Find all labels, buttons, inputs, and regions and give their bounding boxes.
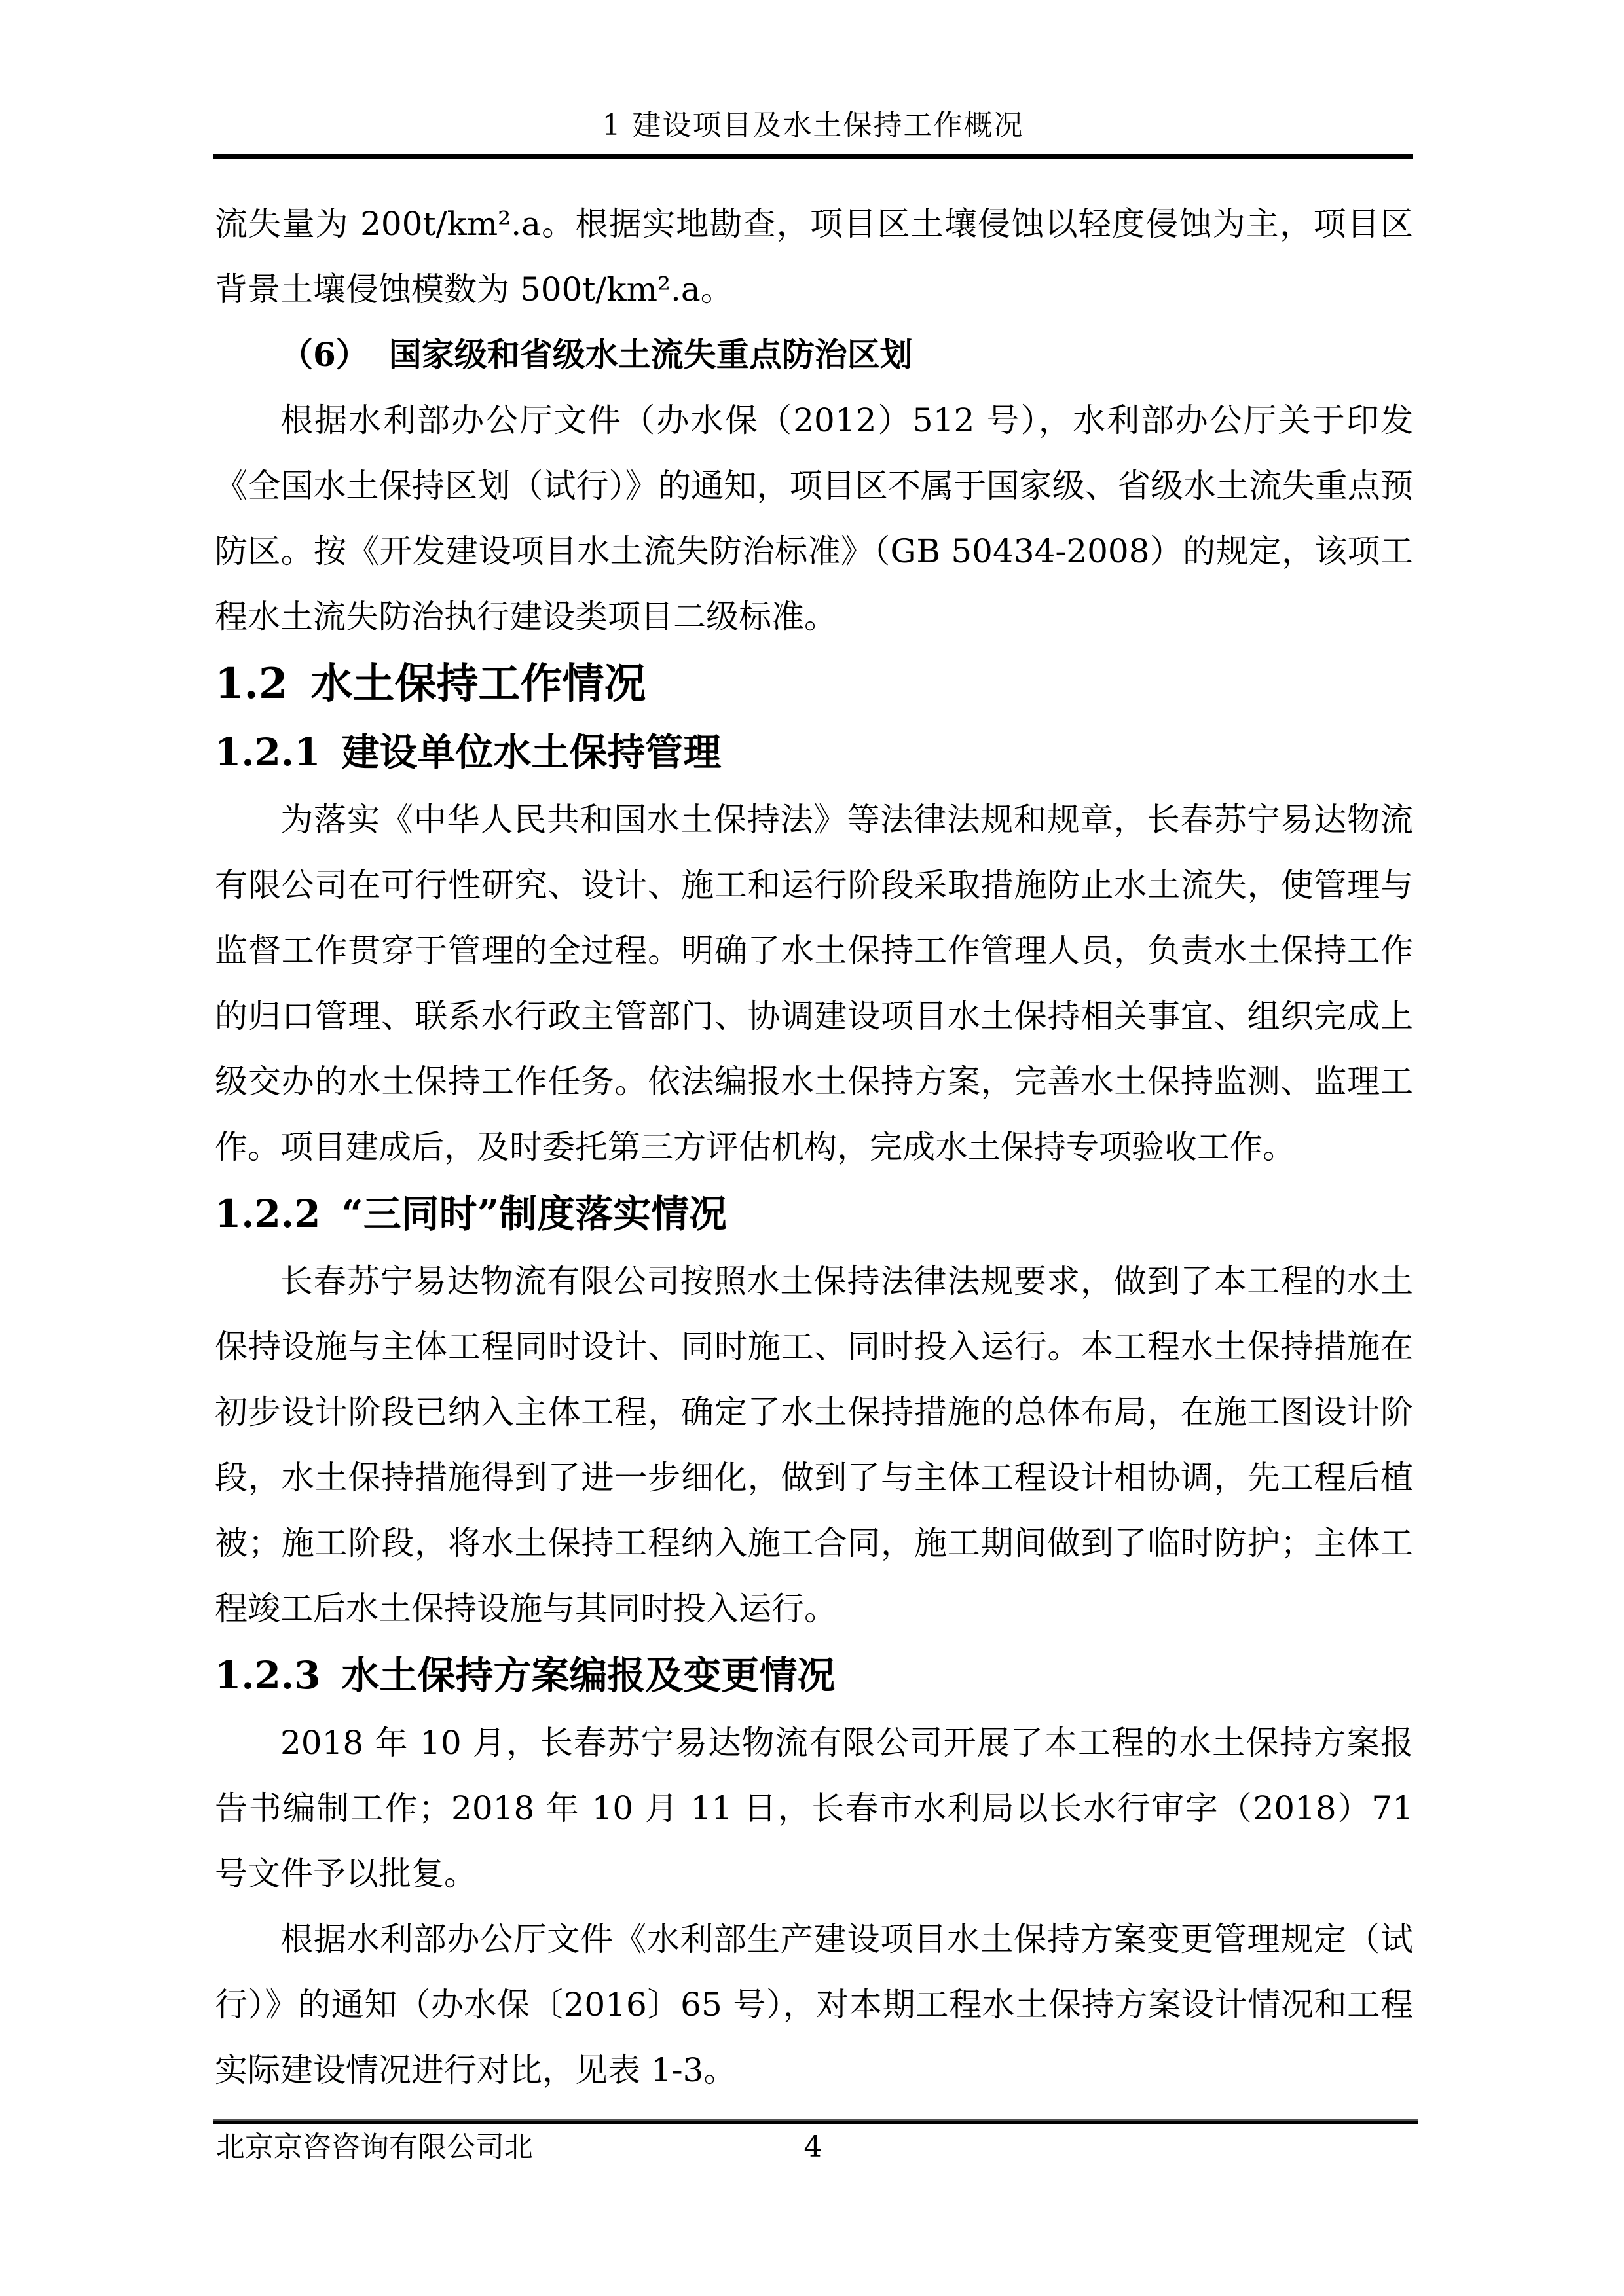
heading-section-1-2-title: 水土保持工作情况 bbox=[310, 659, 646, 708]
heading-section-1-2 bbox=[215, 649, 1413, 718]
heading-section-1-2-1-title: 建设单位水土保持管理 bbox=[341, 730, 722, 774]
heading-section-1-2-1-number: 1.2.1 bbox=[215, 730, 321, 774]
heading-section-1-2-3-number: 1.2.3 bbox=[215, 1653, 321, 1698]
heading-section-1-2-2-title: “三同时”制度落实情况 bbox=[341, 1192, 728, 1236]
heading-section-1-2-3-title: 水土保持方案编报及变更情况 bbox=[341, 1653, 836, 1698]
heading-section-1-2-2-number: 1.2.2 bbox=[215, 1192, 321, 1236]
header-rule bbox=[213, 154, 1413, 159]
footer-company-name: 北京京咨咨询有限公司北 bbox=[216, 2130, 533, 2164]
footer-page-number: 4 bbox=[803, 2130, 822, 2164]
heading-section-1-2-number: 1.2 bbox=[215, 659, 288, 708]
footer-rule bbox=[213, 2119, 1418, 2124]
heading-item-6 bbox=[215, 322, 1413, 388]
paragraph-zoning: 根据水利部办公厅文件（办水保（2012）512 号），水利部办公厅关于印发《全国水土保持区划（试行）》的通知，项目区不属于国家级、省级水土流失重点预防区。按《开发建设项目水土流失防治标准》（GB 50434-2008）的规定，该项工程水土流失防治执行建设类项目二级标准。 bbox=[215, 401, 1413, 636]
heading-section-1-2-1 bbox=[215, 718, 1413, 787]
running-header-title: 1 建设项目及水土保持工作概况 bbox=[602, 109, 1024, 142]
heading-item-6-number: （6） bbox=[280, 335, 369, 374]
document-body bbox=[215, 191, 1413, 2103]
paragraph-soil-erosion: 流失量为 200t/km².a。根据实地勘查，项目区土壤侵蚀以轻度侵蚀为主，项目区背景土壤侵蚀模数为 500t/km².a。 bbox=[215, 205, 1413, 308]
paragraph-management: 为落实《中华人民共和国水土保持法》等法律法规和规章，长春苏宁易达物流有限公司在可行性研究、设计、施工和运行阶段采取措施防止水土流失，使管理与监督工作贯穿于管理的全过程。明确了水土保持工作管理人员，负责水土保持工作的归口管理、联系水行政主管部门、协调建设项目水土保持相关事宜、组织完成上级交办的水土保持工作任务。依法编报水土保持方案，完善水土保持监测、监理工作。项目建成后，及时委托第三方评估机构，完成水土保持专项验收工作。 bbox=[215, 801, 1413, 1166]
paragraph-plan-approval: 2018 年 10 月，长春苏宁易达物流有限公司开展了本工程的水土保持方案报告书编制工作；2018 年 10 月 11 日，长春市水利局以长水行审字（2018）71 号文件予以批复。 bbox=[215, 1724, 1413, 1893]
heading-item-6-title: 国家级和省级水土流失重点防治区划 bbox=[388, 335, 913, 374]
heading-section-1-2-3 bbox=[215, 1641, 1413, 1710]
heading-section-1-2-2 bbox=[215, 1180, 1413, 1248]
paragraph-three-simultaneous: 长春苏宁易达物流有限公司按照水土保持法律法规要求，做到了本工程的水土保持设施与主体工程同时设计、同时施工、同时投入运行。本工程水土保持措施在初步设计阶段已纳入主体工程，确定了水土保持措施的总体布局，在施工图设计阶段，水土保持措施得到了进一步细化，做到了与主体工程设计相协调，先工程后植被；施工阶段，将水土保持工程纳入施工合同，施工期间做到了临时防护；主体工程竣工后水土保持设施与其同时投入运行。 bbox=[215, 1262, 1413, 1628]
paragraph-plan-change: 根据水利部办公厅文件《水利部生产建设项目水土保持方案变更管理规定（试行）》的通知（办水保〔2016〕65 号），对本期工程水土保持方案设计情况和工程实际建设情况进行对比，见表 1-3。 bbox=[215, 1920, 1413, 2089]
